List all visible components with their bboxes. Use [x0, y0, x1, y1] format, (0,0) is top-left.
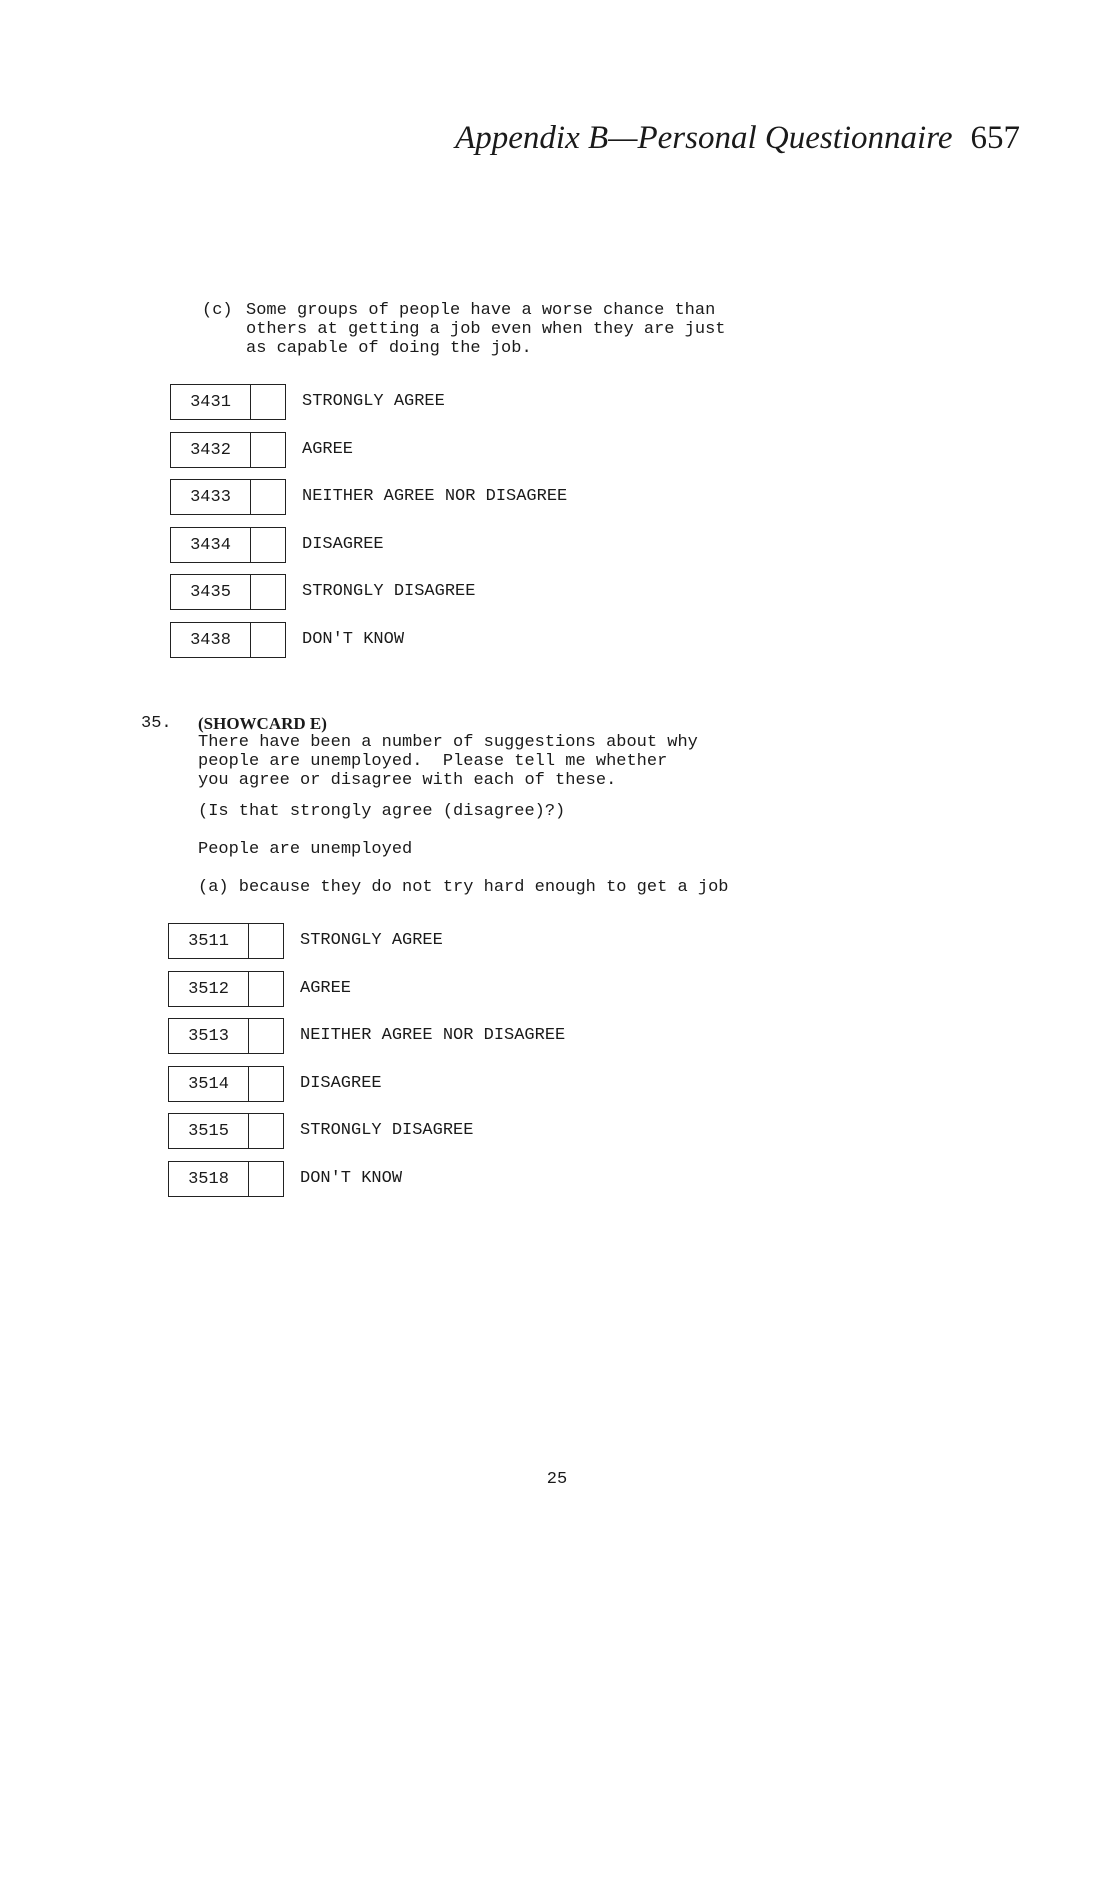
option-row[interactable]: [168, 1066, 688, 1104]
option-row[interactable]: [170, 432, 690, 470]
option-label: NEITHER AGREE NOR DISAGREE: [302, 487, 568, 506]
page-header: [455, 118, 1020, 158]
answer-checkbox[interactable]: [250, 432, 286, 468]
option-row[interactable]: [170, 574, 690, 612]
interviewer-probe: (Is that strongly agree (disagree)?): [198, 802, 566, 821]
answer-checkbox[interactable]: [248, 1066, 284, 1102]
part-c-question-text: Some groups of people have a worse chance than others at getting a job even when they are just as capable of doing the job.: [246, 301, 726, 358]
part-a-text: (a) because they do not try hard enough to get a job: [198, 878, 729, 897]
option-code: 3432: [170, 432, 250, 468]
answer-checkbox[interactable]: [248, 923, 284, 959]
option-code: 3431: [170, 384, 250, 420]
option-row[interactable]: [170, 479, 690, 517]
option-label: STRONGLY AGREE: [302, 392, 445, 411]
option-label: STRONGLY DISAGREE: [302, 582, 476, 601]
option-row[interactable]: [168, 971, 688, 1009]
book-page-number: 657: [970, 120, 1020, 156]
answer-checkbox[interactable]: [250, 574, 286, 610]
questionnaire-page-number: 25: [546, 1470, 568, 1489]
option-code: 3435: [170, 574, 250, 610]
part-c-options: [170, 384, 690, 669]
question-number: 35.: [141, 714, 172, 733]
answer-checkbox[interactable]: [248, 1113, 284, 1149]
appendix-title: Appendix B—Personal Questionnaire: [455, 120, 953, 156]
option-code: 3434: [170, 527, 250, 563]
option-row[interactable]: [170, 527, 690, 565]
option-code: 3433: [170, 479, 250, 515]
option-label: STRONGLY DISAGREE: [300, 1121, 474, 1140]
option-label: AGREE: [302, 439, 354, 459]
option-code: 3515: [168, 1113, 248, 1149]
answer-checkbox[interactable]: [248, 971, 284, 1007]
question-35-text: There have been a number of suggestions about why people are unemployed. Please tell me whether you agree or disagree with each of these.: [198, 733, 698, 790]
option-row[interactable]: [170, 622, 690, 660]
option-label: DISAGREE: [302, 534, 384, 554]
option-row[interactable]: [168, 1161, 688, 1199]
option-row[interactable]: [168, 1018, 688, 1056]
option-row[interactable]: [168, 1113, 688, 1151]
option-row[interactable]: [168, 923, 688, 961]
answer-checkbox[interactable]: [250, 622, 286, 658]
option-code: 3514: [168, 1066, 248, 1102]
answer-checkbox[interactable]: [248, 1161, 284, 1197]
answer-checkbox[interactable]: [250, 384, 286, 420]
option-code: 3438: [170, 622, 250, 658]
option-label: NEITHER AGREE NOR DISAGREE: [300, 1026, 566, 1045]
option-label: DON'T KNOW: [302, 629, 405, 649]
part-a-options: [168, 923, 688, 1208]
part-c-label: (c): [202, 301, 233, 320]
option-code: 3512: [168, 971, 248, 1007]
showcard-instruction: (SHOWCARD E): [198, 714, 327, 733]
option-label: DON'T KNOW: [300, 1168, 403, 1188]
question-stem: People are unemployed: [198, 840, 413, 859]
option-code: 3518: [168, 1161, 248, 1197]
option-label: AGREE: [300, 978, 352, 998]
option-row[interactable]: [170, 384, 690, 422]
answer-checkbox[interactable]: [250, 527, 286, 563]
option-code: 3513: [168, 1018, 248, 1054]
option-label: DISAGREE: [300, 1073, 382, 1093]
answer-checkbox[interactable]: [248, 1018, 284, 1054]
option-label: STRONGLY AGREE: [300, 931, 443, 950]
option-code: 3511: [168, 923, 248, 959]
answer-checkbox[interactable]: [250, 479, 286, 515]
